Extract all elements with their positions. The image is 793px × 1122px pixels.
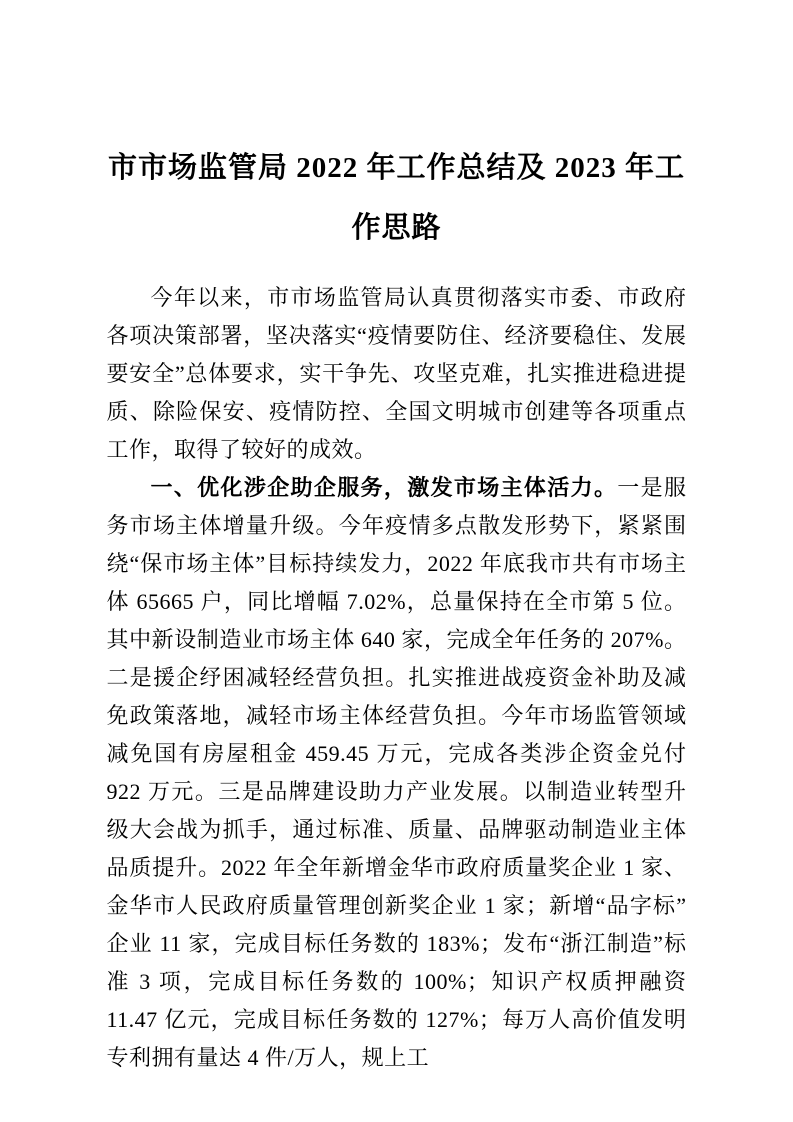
document-title-line-1: 市市场监管局 2022 年工作总结及 2023 年工 (107, 152, 685, 184)
paragraph-intro: 今年以来，市市场监管局认真贯彻落实市委、市政府各项决策部署，坚决落实“疫情要防住、经济要稳住、发展要安全”总体要求，实干争先、攻坚克难，扎实推进稳进提质、除险保安、疫情防控、全国文明城市创建等各项重点工作，取得了较好的成效。 (106, 285, 687, 462)
document-content (107, 0, 687, 1077)
section-1-heading: 一、优化涉企助企服务，激发市场主体活力。 (150, 475, 618, 500)
document-title (107, 138, 687, 258)
paragraph-section-1 (107, 469, 687, 1077)
section-1-body-text: 一是服务市场主体增量升级。今年疫情多点散发形势下，紧紧围绕“保市场主体”目标持续发力，2022 年底我市共有市场主体 65665 户，同比增幅 7.02%，总量保持在全市第 5 位。其中新设制造业市场主体 640 家，完成全年任务的 207%。二是援企纾困减轻经营负担。扎实推进战疫资金补助及减免政策落地，减轻市场主体经营负担。今年市场监管领域减免国有房屋租金 459.45 万元，完成各类涉企资金兑付 922 万元。三是品牌建设助力产业发展。以制造业转型升级大会战为抓手，通过标准、质量、品牌驱动制造业主体品质提升。2022 年全年新增金华市政府质量奖企业 1 家、金华市人民政府质量管理创新奖企业 1 家；新增“品字标”企业 11 家，完成目标任务数的 183%；发布“浙江制造”标准 3 项，完成目标任务数的 100%；知识产权质押融资 11.47 亿元，完成目标任务数的 127%；每万人高价值发明专利拥有量达 4 件/万人，规上工 (106, 475, 687, 1070)
document-body (107, 279, 687, 1077)
document-title-line-2: 作思路 (351, 212, 442, 244)
